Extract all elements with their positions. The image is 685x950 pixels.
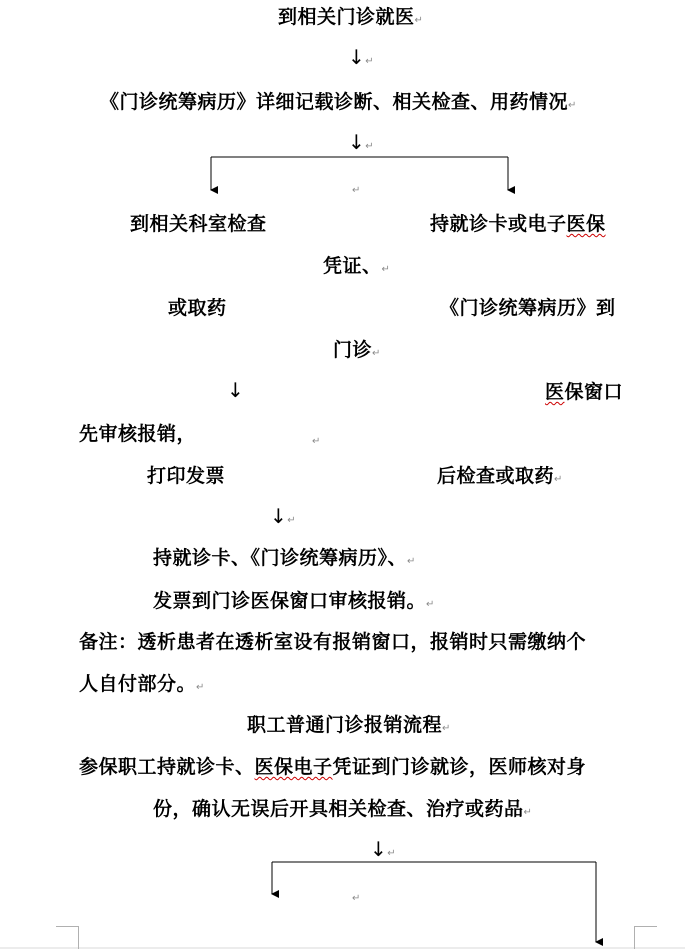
down-arrow-1: ↓↵ (348, 45, 375, 69)
right-branch-card: 持就诊卡或电子医保 (430, 213, 606, 235)
down-arrow-icon: ↓ (270, 504, 288, 528)
left-branch-exam: 到相关科室检查 (130, 213, 267, 235)
down-arrow-icon: ↓ (227, 378, 245, 402)
right-branch-check: 后检查或取药↵ (437, 465, 563, 487)
right-branch-window: 医保窗口 (545, 381, 624, 403)
down-arrow-2: ↓↵ (348, 130, 375, 154)
section-title-employee: 职工普通门诊报销流程↵ (247, 714, 451, 736)
down-arrow-icon: ↓ (370, 837, 388, 861)
note-line1: 备注：透析患者在透析室设有报销窗口，报销时只需缴纳个 (79, 631, 587, 653)
left-down-arrow (227, 378, 244, 403)
employee-step1-line1: 参保职工持就诊卡、医保电子凭证到门诊就诊，医师核对身 (79, 756, 587, 778)
down-arrow-icon: ↓ (348, 45, 366, 69)
final-step-line1: 持就诊卡、《门诊统筹病历》、↵ (153, 547, 416, 569)
right-branch-record: 《门诊统筹病历》到 (440, 297, 616, 319)
page-corner-mark-right (634, 926, 657, 949)
empty-paragraph-mark: ↵ (312, 436, 321, 447)
note-line2: 人自付部分。↵ (79, 673, 205, 695)
final-step-line2: 发票到门诊医保窗口审核报销。↵ (153, 590, 435, 612)
down-arrow-icon: ↓ (348, 130, 366, 154)
step-outpatient-visit: 到相关门诊就医↵ (278, 6, 424, 28)
left-branch-medicine: 或取药 (168, 297, 227, 319)
right-branch-review: 先审核报销， (79, 423, 197, 445)
empty-paragraph-mark: ↵ (352, 893, 361, 904)
right-branch-outpatient: 门诊↵ (333, 339, 381, 361)
branch-connector-2 (272, 862, 596, 942)
paragraph-mark-icon: ↵ (414, 15, 424, 26)
right-branch-voucher: 凭证、↵ (323, 255, 391, 277)
employee-step1-line2: 份，确认无误后开具相关检查、治疗或药品↵ (153, 798, 533, 820)
down-arrow-3: ↓↵ (270, 504, 297, 528)
down-arrow-4: ↓↵ (370, 837, 397, 861)
left-branch-invoice: 打印发票 (147, 465, 226, 487)
step-record-details: 《门诊统筹病历》详细记载诊断、相关检查、用药情况↵ (100, 91, 577, 113)
page-corner-mark-left (56, 926, 79, 949)
empty-paragraph-mark: ↵ (352, 185, 361, 196)
